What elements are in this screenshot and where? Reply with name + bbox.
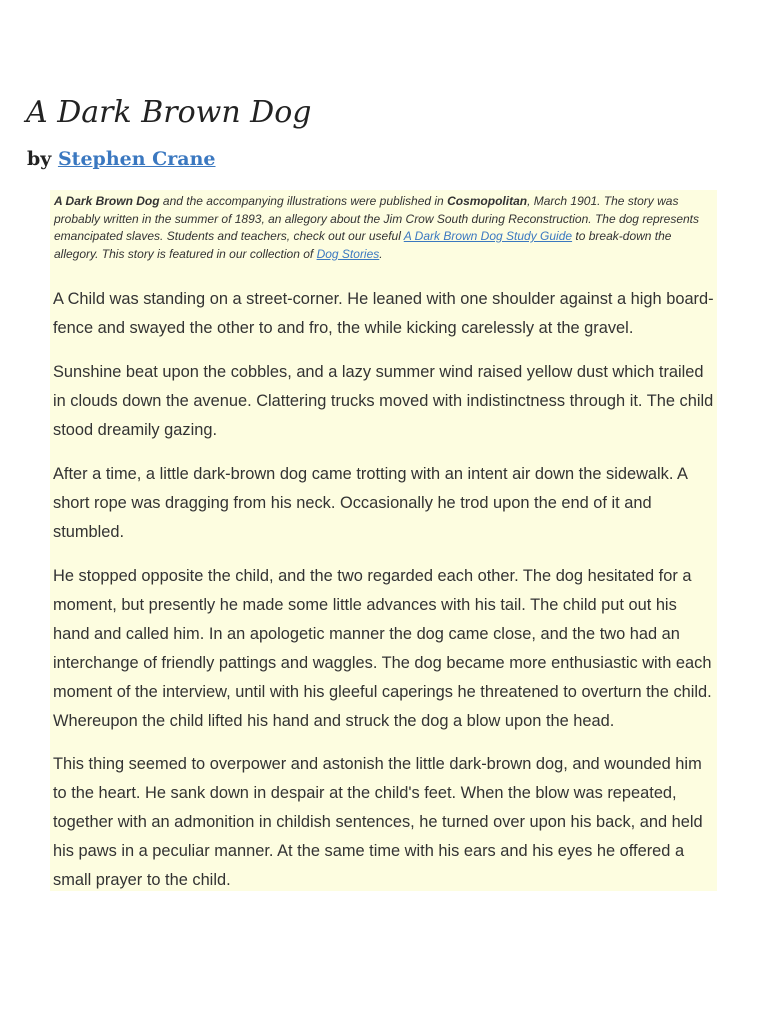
page-title: A Dark Brown Dog <box>26 95 312 130</box>
story-paragraph: This thing seemed to overpower and astonish the little dark-brown dog, and wounded him to the heart. He sank down in despair at the child's feet. When the blow was repeated, together with an admonition in childish sentences, he turned over upon his back, and held his paws in a peculiar manner. At the same time with his ears and his eyes he offered a small prayer to the child. <box>53 755 703 889</box>
byline-prefix: by <box>27 148 52 170</box>
intro-text: to break-down the allegory. This story is featured in our collection of <box>54 229 672 261</box>
story-paragraph: A Child was standing on a street-corner. He leaned with one shoulder against a high board-fence and swayed the other to and fro, the while kicking carelessly at the gravel. <box>53 290 714 337</box>
author-link[interactable]: Stephen Crane <box>57 148 216 170</box>
intro-note <box>54 193 716 263</box>
intro-magazine: Cosmopolitan <box>447 194 528 208</box>
byline <box>27 145 216 173</box>
study-guide-link[interactable]: A Dark Brown Dog Study Guide <box>403 229 573 243</box>
story-paragraph: Sunshine beat upon the cobbles, and a lazy summer wind raised yellow dust which trailed in clouds down the avenue. Clattering trucks moved with indistinctness through it. The child stood dreamily gazing. <box>53 363 714 439</box>
intro-text: , March 1901. The story was probably written in the summer of 1893, an allegory about the Jim Crow South during Reconstruction. The dog represents emancipated slaves. Students and teachers, check out our useful <box>54 194 700 243</box>
story-content <box>50 190 717 891</box>
story-paragraph: He stopped opposite the child, and the two regarded each other. The dog hesitated for a moment, but presently he made some little advances with his tail. The child put out his hand and called him. In an apologetic manner the dog came close, and the two had an interchange of friendly pattings and waggles. The dog became more enthusiastic with each moment of the interview, until with his gleeful caperings he threatened to overturn the child. Whereupon the child lifted his hand and struck the dog a blow upon the head. <box>53 567 712 730</box>
intro-text: and the accompanying illustrations were published in <box>159 194 448 208</box>
intro-work-title: A Dark Brown Dog <box>54 194 160 208</box>
intro-text: . <box>379 246 383 261</box>
story-paragraph: After a time, a little dark-brown dog came trotting with an intent air down the sidewalk. A short rope was dragging from his neck. Occasionally he trod upon the end of it and stumbled. <box>53 465 688 541</box>
dog-stories-link[interactable]: Dog Stories <box>316 246 380 261</box>
